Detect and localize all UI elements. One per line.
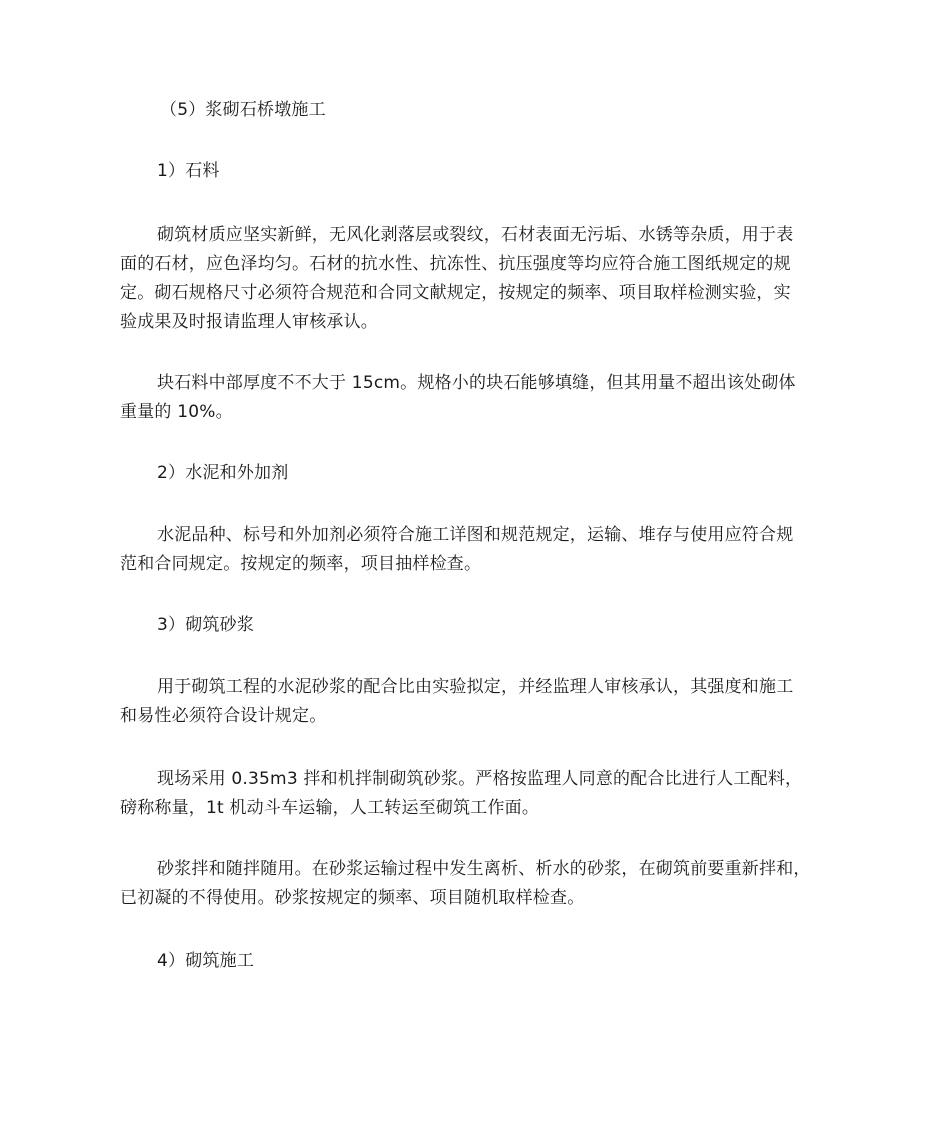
paragraph-line: 水泥品种、标号和外加剂必须符合施工详图和规范规定，运输、堆存与使用应符合规 <box>157 525 794 545</box>
paragraph-line: 面的石材，应色泽均匀。石材的抗水性、抗冻性、抗压强度等均应符合施工图纸规定的规 <box>120 254 791 274</box>
paragraph-line: 定。砌石规格尺寸必须符合规范和合同文献规定，按规定的频率、项目取样检测实验，实 <box>120 283 791 303</box>
paragraph-line: 用于砌筑工程的水泥砂浆的配合比由实验拟定，并经监理人审核承认，其强度和施工 <box>157 677 794 697</box>
section-title: （5）浆砌石桥墩施工 <box>160 100 326 120</box>
subsection-title-mortar: 3）砌筑砂浆 <box>157 615 255 635</box>
subsection-title-masonry: 4）砌筑施工 <box>157 951 255 971</box>
paragraph-line: 磅称称量，1t 机动斗车运输，人工转运至砌筑工作面。 <box>120 798 540 818</box>
paragraph-line: 重量的 10%。 <box>120 402 233 422</box>
paragraph-line: 已初凝的不得使用。砂浆按规定的频率、项目随机取样检查。 <box>120 888 585 908</box>
paragraph-line: 范和合同规定。按规定的频率，项目抽样检查。 <box>120 554 482 574</box>
paragraph-line: 砌筑材质应坚实新鲜，无风化剥落层或裂纹，石材表面无污垢、水锈等杂质，用于表 <box>157 225 794 245</box>
paragraph-line: 砂浆拌和随拌随用。在砂浆运输过程中发生离析、析水的砂浆，在砌筑前要重新拌和， <box>157 859 811 879</box>
paragraph-line: 验成果及时报请监理人审核承认。 <box>120 312 378 332</box>
paragraph-line: 和易性必须符合设计规定。 <box>120 706 327 726</box>
paragraph-line: 现场采用 0.35m3 拌和机拌制砌筑砂浆。严格按监理人同意的配合比进行人工配料， <box>157 769 803 789</box>
paragraph-line: 块石料中部厚度不不大于 15cm。规格小的块石能够填缝，但其用量不超出该处砌体 <box>157 373 796 393</box>
subsection-title-cement: 2）水泥和外加剂 <box>157 463 289 483</box>
subsection-title-stone: 1）石料 <box>157 161 220 181</box>
